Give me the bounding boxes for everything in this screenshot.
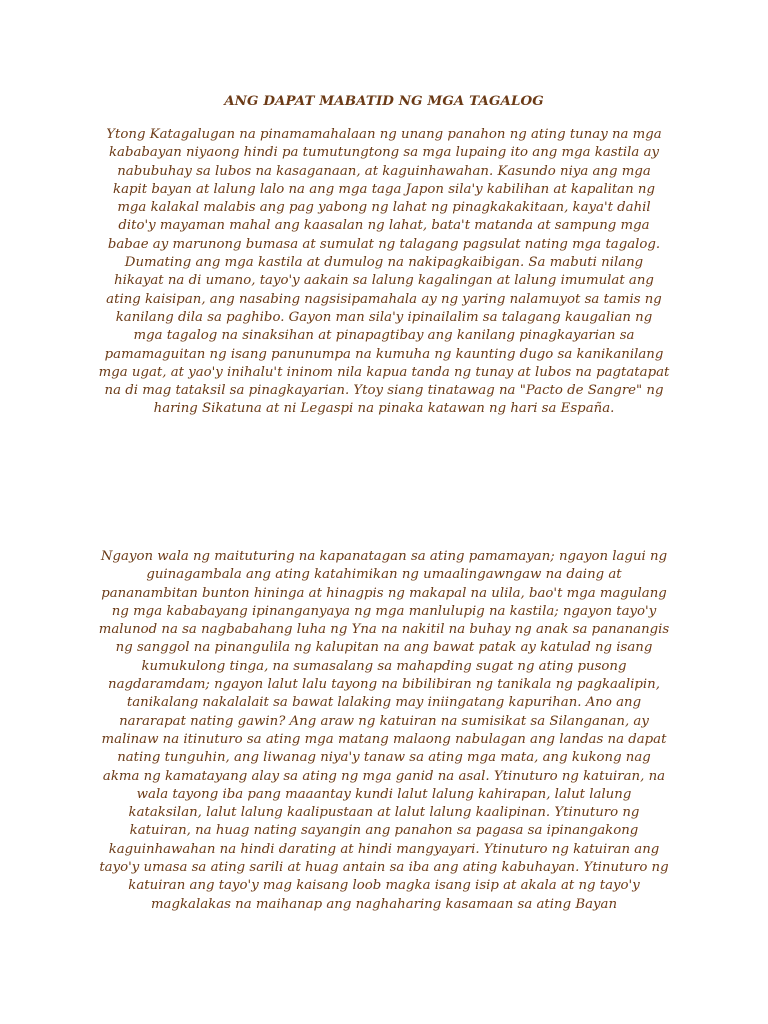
text-line: kapit bayan at lalung lalo na ang mga taga Japon sila'y kabilihan at kapalitan ng [113, 181, 655, 197]
paragraph-1 [88, 126, 680, 419]
text-line: nagdaramdam; ngayon lalut lalu tayong na bibilibiran ng tanikala ng pagkaalipin, [108, 677, 660, 693]
document-title: ANG DAPAT MABATID NG MGA TAGALOG [224, 93, 544, 109]
paragraph-2 [88, 548, 680, 914]
text-line: haring Sikatuna at ni Legaspi na pinaka katawan ng hari sa España. [153, 401, 615, 417]
text-line: wala tayong iba pang maaantay kundi lalut lalung kahirapan, lalut lalung [136, 786, 632, 802]
text-line: katuiran ang tayo'y mag kaisang loob magka isang isip at akala at ng tayo'y [128, 878, 640, 894]
text-line: ating kaisipan, ang nasabing nagsisipamahala ay ng yaring nalamuyot sa tamis ng [106, 291, 662, 307]
text-line: na di mag tataksil sa pinagkayarian. Ytoy siang tinatawag na "Pacto de Sangre" ng [104, 383, 664, 399]
text-line: nating tunguhin, ang liwanag niya'y tanaw sa ating mga mata, ang kukong nag [117, 750, 651, 766]
text-line: mga kalakal malabis ang pag yabong ng lahat ng pinagkakakitaan, kaya't dahil [117, 200, 651, 216]
text-line: ng sanggol na pinangulila ng kalupitan na ang bawat patak ay katulad ng isang [115, 640, 653, 656]
text-line: guinagambala ang ating katahimikan ng umaalingawngaw na daing at [146, 567, 622, 583]
text-line: akma ng kamatayang alay sa ating ng mga ganid na asal. Ytinuturo ng katuiran, na [102, 768, 666, 784]
text-line: mga ugat, at yao'y inihalu't ininom nila kapua tanda ng tunay at lubos na pagtatapat [98, 364, 670, 380]
text-line: Dumating ang mga kastila at dumulog na nakipagkaibigan. Sa mabuti nilang [124, 255, 644, 271]
text-line: malunod na sa nagbabahang luha ng Yna na nakitil na buhay ng anak sa pananangis [98, 622, 670, 638]
text-line: tanikalang nakalalait sa bawat lalaking may iniingatang kapurihan. Ano ang [126, 695, 642, 711]
text-line: tayo'y umasa sa ating sarili at huag antain sa iba ang ating kabuhayan. Ytinuturo ng [99, 860, 669, 876]
text-line: magkalakas na maihanap ang naghaharing kasamaan sa ating Bayan [150, 896, 618, 912]
text-line: Ngayon wala ng maituturing na kapanatagan sa ating pamamayan; ngayon lagui ng [100, 549, 668, 564]
text-line: katuiran, na huag nating sayangin ang panahon sa pagasa sa ipinangakong [129, 823, 639, 839]
text-line: pamamaguitan ng isang panunumpa na kumuha ng kaunting dugo sa kanikanilang [104, 346, 664, 362]
text-line: malinaw na itinuturo sa ating mga matang malaong nabulagan ang landas na dapat [101, 731, 667, 747]
text-line: kanilang dila sa paghibo. Gayon man sila'y ipinailalim sa talagang kaugalian ng [115, 309, 653, 325]
text-line: kumukulong tinga, na sumasalang sa mahapding sugat ng ating pusong [141, 658, 627, 674]
text-line: nabubuhay sa lubos na kasaganaan, at kaguinhawahan. Kasundo niya ang mga [117, 163, 651, 179]
text-line: nararapat nating gawin? Ang araw ng katuiran na sumisikat sa Silanganan, ay [119, 713, 649, 729]
text-line: babae ay marunong bumasa at sumulat ng talagang pagsulat nating mga tagalog. [107, 236, 661, 252]
text-line: kaguinhawahan na hindi darating at hindi mangyayari. Ytinuturo ng katuiran ang [108, 841, 660, 857]
text-line: hikayat na di umano, tayo'y aakain sa lalung kagalingan at lalung imumulat ang [114, 273, 654, 289]
text-line: kababayan niyaong hindi pa tumutungtong sa mga lupaing ito ang mga kastila ay [108, 145, 660, 161]
text-line: kataksilan, lalut lalung kaalipustaan at lalut lalung kaalipinan. Ytinuturo ng [128, 805, 640, 821]
text-line: pananambitan bunton hininga at hinagpis ng makapal na ulila, bao't mga magulang [101, 585, 667, 601]
text-line: ng mga kababayang ipinanganyaya ng mga manlulupig na kastila; ngayon tayo'y [111, 603, 657, 619]
text-line: mga tagalog na sinaksihan at pinapagtibay ang kanilang pinagkayarian sa [133, 328, 635, 344]
text-line: Ytong Katagalugan na pinamamahalaan ng unang panahon ng ating tunay na mga [106, 127, 662, 142]
text-line: dito'y mayaman mahal ang kaasalan ng lahat, bata't matanda at sampung mga [118, 218, 650, 234]
